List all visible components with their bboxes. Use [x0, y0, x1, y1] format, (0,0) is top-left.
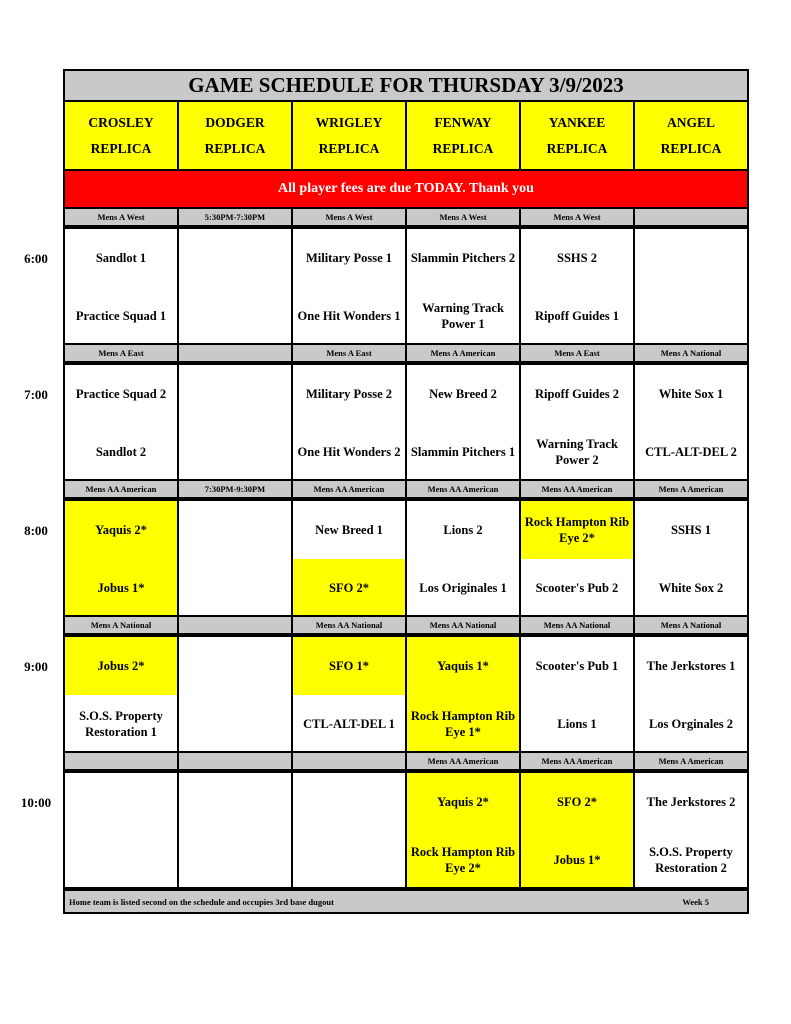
time-slot-label: 9:00 — [24, 659, 48, 674]
field-header-wrigley — [293, 102, 407, 171]
game-slot: Scooter's Pub 1 — [535, 659, 619, 673]
division-label: Mens A West — [65, 209, 179, 227]
time-slot-label: 7:00 — [24, 387, 48, 402]
field-type: REPLICA — [546, 140, 608, 156]
game-slot: White Sox 1 — [658, 387, 724, 401]
game-slot — [179, 695, 291, 753]
division-label: Mens AA National — [407, 617, 521, 635]
game-slot: Military Posse 2 — [305, 387, 393, 401]
division-label: Mens AA American — [65, 481, 179, 499]
game-slot — [179, 559, 291, 617]
game-slot: Ripoff Guides 1 — [534, 309, 620, 323]
game-slot: White Sox 2 — [658, 581, 724, 595]
game-slot: Practice Squad 2 — [75, 387, 167, 401]
game-slot: New Breed 1 — [315, 523, 383, 537]
game-slot: Los Orginales 2 — [648, 717, 734, 731]
game-slot: Practice Squad 1 — [75, 309, 167, 323]
game-slot: Yaquis 2* — [407, 773, 519, 831]
division-label: Mens AA American — [521, 753, 635, 771]
division-label: Mens A West — [293, 209, 407, 227]
division-label — [293, 753, 407, 771]
division-label — [65, 753, 179, 771]
game-slot: Military Posse 1 — [305, 251, 393, 265]
game-slot: One Hit Wonders 1 — [297, 309, 401, 323]
column-divider — [519, 209, 521, 889]
game-slot — [293, 773, 405, 831]
schedule-table — [63, 69, 749, 914]
game-slot: Jobus 1* — [65, 559, 177, 617]
time-slot-label: 6:00 — [24, 251, 48, 266]
division-label: Mens A American — [635, 753, 747, 771]
division-label: Mens A National — [635, 617, 747, 635]
game-slot: S.O.S. Property Restoration 1 — [79, 709, 163, 739]
game-slot — [65, 773, 177, 831]
game-slot — [179, 229, 291, 287]
division-label: Mens A National — [65, 617, 179, 635]
field-type: REPLICA — [90, 140, 152, 156]
game-slot — [179, 637, 291, 695]
game-slot: SFO 2* — [293, 559, 405, 617]
game-slot: Rock Hampton Rib Eye 1* — [407, 695, 519, 753]
column-divider — [405, 209, 407, 889]
division-label — [635, 209, 747, 227]
game-slot — [179, 423, 291, 481]
column-divider — [177, 209, 179, 889]
field-name: DODGER — [205, 114, 265, 130]
game-slot: SFO 2* — [521, 773, 633, 831]
division-label: Mens AA National — [293, 617, 407, 635]
week-label: Week 5 — [682, 896, 709, 907]
division-label: Mens A West — [521, 209, 635, 227]
game-slot: CTL-ALT-DEL 2 — [645, 445, 737, 459]
game-slot: Warning Track Power 2 — [536, 437, 618, 467]
field-type: REPLICA — [318, 140, 380, 156]
game-slot — [179, 773, 291, 831]
game-slot: SSHS 2 — [557, 251, 597, 265]
game-slot: The Jerkstores 2 — [646, 795, 736, 809]
division-label: Mens AA American — [407, 481, 521, 499]
field-name: FENWAY — [434, 114, 492, 130]
game-slot — [65, 831, 177, 889]
division-label: 7:30PM-9:30PM — [179, 481, 293, 499]
division-label: Mens AA American — [293, 481, 407, 499]
game-slot: Lions 2 — [443, 523, 483, 537]
field-header-fenway — [407, 102, 521, 171]
game-slot — [179, 831, 291, 889]
division-label: Mens A American — [635, 481, 747, 499]
game-slot: Yaquis 1* — [407, 637, 519, 695]
field-name: YANKEE — [548, 114, 606, 130]
field-header-crosley — [65, 102, 179, 171]
division-label: Mens AA National — [521, 617, 635, 635]
division-label: Mens A East — [521, 345, 635, 363]
time-slot-label: 8:00 — [24, 523, 48, 538]
field-name: WRIGLEY — [315, 114, 383, 130]
schedule-title: GAME SCHEDULE FOR THURSDAY 3/9/2023 — [65, 71, 747, 102]
game-slot — [635, 229, 747, 287]
division-label: Mens A East — [65, 345, 179, 363]
division-label: Mens A West — [407, 209, 521, 227]
time-slot-label: 10:00 — [20, 795, 52, 810]
game-slot: New Breed 2 — [429, 387, 497, 401]
game-slot: CTL-ALT-DEL 1 — [303, 717, 395, 731]
game-slot: Ripoff Guides 2 — [534, 387, 620, 401]
division-label: Mens A American — [407, 345, 521, 363]
division-label: 5:30PM-7:30PM — [179, 209, 293, 227]
field-name: CROSLEY — [88, 114, 154, 130]
field-header-angel — [635, 102, 747, 171]
game-slot: Slammin Pitchers 2 — [410, 251, 516, 265]
game-slot: One Hit Wonders 2 — [297, 445, 401, 459]
game-slot: Sandlot 1 — [95, 251, 147, 265]
game-slot: Yaquis 2* — [65, 501, 177, 559]
footer-note: Home team is listed second on the schedule and occupies 3rd base dugout — [69, 896, 334, 907]
game-slot — [293, 831, 405, 889]
field-name: ANGEL — [666, 114, 715, 130]
column-divider — [291, 209, 293, 889]
fee-notice: All player fees are due TODAY. Thank you — [65, 171, 747, 209]
game-slot: The Jerkstores 1 — [646, 659, 736, 673]
division-label — [179, 345, 293, 363]
game-slot: Jobus 1* — [521, 831, 633, 889]
game-slot: SFO 1* — [293, 637, 405, 695]
game-slot — [635, 287, 747, 345]
division-label — [179, 617, 293, 635]
field-header-yankee — [521, 102, 635, 171]
game-slot: Scooter's Pub 2 — [535, 581, 619, 595]
game-slot: Los Originales 1 — [419, 581, 507, 595]
division-label: Mens A National — [635, 345, 747, 363]
field-type: REPLICA — [432, 140, 494, 156]
division-label: Mens A East — [293, 345, 407, 363]
game-slot: Jobus 2* — [65, 637, 177, 695]
division-label: Mens AA American — [407, 753, 521, 771]
division-label — [179, 753, 293, 771]
column-divider — [633, 209, 635, 889]
game-slot: Slammin Pitchers 1 — [410, 445, 516, 459]
field-header-dodger — [179, 102, 293, 171]
game-slot: S.O.S. Property Restoration 2 — [649, 845, 733, 875]
schedule-footer — [65, 889, 747, 912]
field-type: REPLICA — [660, 140, 722, 156]
game-slot: Lions 1 — [557, 717, 597, 731]
game-slot: Rock Hampton Rib Eye 2* — [521, 501, 633, 559]
field-type: REPLICA — [204, 140, 266, 156]
game-slot: SSHS 1 — [671, 523, 711, 537]
game-slot — [179, 501, 291, 559]
game-slot — [179, 287, 291, 345]
game-slot — [179, 365, 291, 423]
game-slot: Warning Track Power 1 — [422, 301, 504, 331]
division-label: Mens AA American — [521, 481, 635, 499]
game-slot: Rock Hampton Rib Eye 2* — [407, 831, 519, 889]
game-slot: Sandlot 2 — [95, 445, 147, 459]
